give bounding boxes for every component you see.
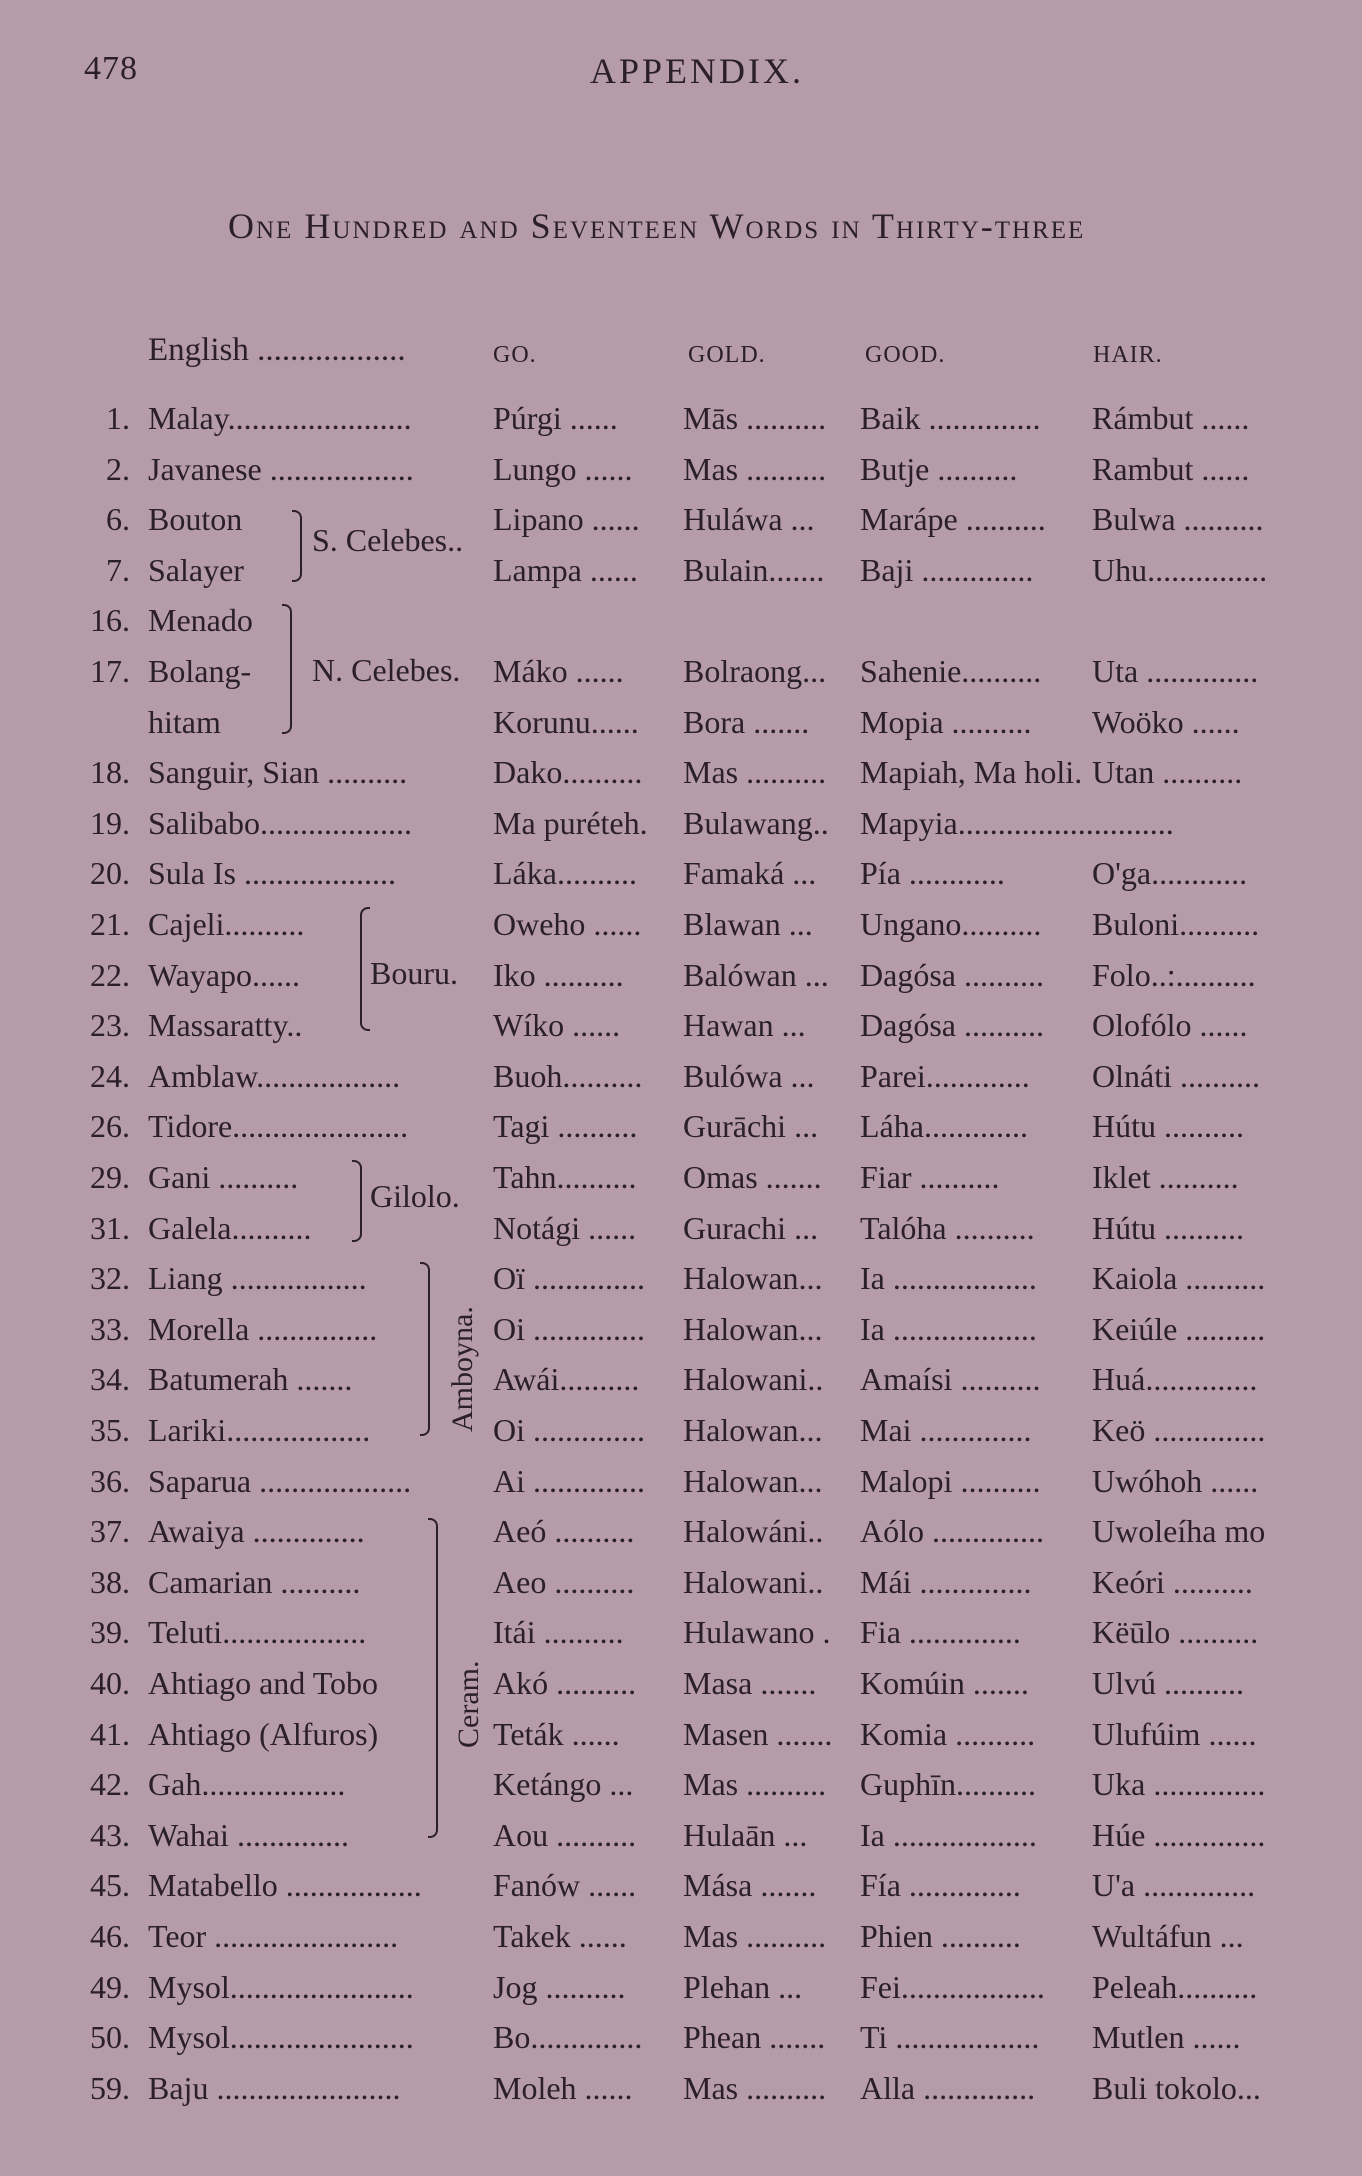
- word-hair: Buloni..........: [1092, 906, 1260, 942]
- row-number: 20.: [90, 855, 130, 892]
- word-gold: Huláwa ...: [683, 501, 815, 538]
- word-good: Butje ..........: [860, 450, 1018, 487]
- row-number: 18.: [90, 754, 130, 791]
- word-go: Buoh..........: [493, 1057, 643, 1094]
- word-gold: Halowan...: [683, 1260, 823, 1297]
- table-row: [0, 1210, 1362, 1260]
- row-number: 59.: [90, 2069, 130, 2106]
- table-row: [0, 1311, 1362, 1361]
- word-good: Fia ..............: [860, 1614, 1021, 1651]
- word-go: Oi ..............: [493, 1412, 645, 1448]
- word-gold: Mas ..........: [683, 754, 827, 791]
- word-good: Mapiah, Ma holi.: [860, 754, 1083, 791]
- word-gold: Gurachi ...: [683, 1209, 819, 1246]
- row-number: 50.: [90, 2019, 130, 2056]
- word-hair: Buli tokolo...: [1092, 2069, 1261, 2106]
- word-hair: Uwoleíha mo: [1092, 1513, 1266, 1550]
- word-good: Amaísi ..........: [860, 1361, 1041, 1398]
- header-hair: HAIR.: [1093, 342, 1163, 368]
- word-go: Awái..........: [493, 1361, 640, 1398]
- row-number: 6.: [106, 501, 130, 538]
- row-number: 2.: [106, 450, 130, 487]
- word-good: Malopi ..........: [860, 1462, 1041, 1499]
- word-hair: Rámbut ......: [1092, 400, 1250, 436]
- word-good: Fía ..............: [860, 1867, 1021, 1904]
- word-hair: Keóri ..........: [1092, 1563, 1253, 1600]
- header-gold: GOLD.: [688, 342, 766, 368]
- word-good: Phien ..........: [860, 1918, 1021, 1954]
- table-row: [0, 602, 1362, 652]
- word-good: Sahenie..........: [860, 653, 1042, 689]
- word-hair: Kaiola ..........: [1092, 1260, 1266, 1297]
- word-gold: Bora .......: [683, 703, 810, 740]
- word-good: Mopia ..........: [860, 703, 1032, 740]
- table-row: [0, 653, 1362, 703]
- language-name: Massaratty..: [148, 1007, 303, 1044]
- group-gilolo: Gilolo.: [370, 1178, 460, 1214]
- word-go: Aeó ..........: [493, 1513, 635, 1550]
- word-hair: Hútu ..........: [1092, 1108, 1244, 1145]
- word-go: Aeo ..........: [493, 1563, 635, 1600]
- language-name: Ahtiago (Alfuros): [148, 1715, 379, 1752]
- table-row: [0, 1412, 1362, 1462]
- group-amboyna: Amboyna.: [446, 1306, 479, 1432]
- language-name: Ahtiago and Tobo: [148, 1665, 379, 1701]
- word-good: Ti ..................: [860, 2019, 1040, 2056]
- row-number: 33.: [90, 1310, 130, 1347]
- row-number: 16.: [90, 602, 130, 639]
- word-gold: Mas ..........: [683, 1766, 827, 1803]
- language-name: Tidore......................: [148, 1108, 409, 1145]
- language-name: hitam: [148, 703, 221, 740]
- row-number: 49.: [90, 1968, 130, 2005]
- language-name: Salibabo...................: [148, 804, 412, 841]
- word-go: Púrgi ......: [493, 400, 618, 436]
- word-go: Bo..............: [493, 2019, 643, 2056]
- word-gold: Bolraong...: [683, 653, 827, 689]
- word-gold: Halowan...: [683, 1462, 823, 1499]
- table-row: [0, 1766, 1362, 1816]
- word-gold: Mása .......: [683, 1867, 817, 1904]
- word-good: Komia ..........: [860, 1715, 1036, 1752]
- row-number: 40.: [90, 1665, 130, 1701]
- language-name: Mysol.......................: [148, 1968, 414, 2005]
- word-gold: Mas ..........: [683, 2069, 827, 2106]
- language-name: Amblaw..................: [148, 1057, 401, 1094]
- row-number: 31.: [90, 1209, 130, 1246]
- word-good: Baik ..............: [860, 400, 1041, 436]
- word-gold: Halowáni..: [683, 1513, 824, 1550]
- word-good: Pía ............: [860, 855, 1005, 892]
- row-number: 36.: [90, 1462, 130, 1499]
- table-row: [0, 1058, 1362, 1108]
- table-row: [0, 957, 1362, 1007]
- word-hair: Peleah..........: [1092, 1968, 1258, 2005]
- brace-s-celebes: [292, 510, 302, 582]
- row-number: 29.: [90, 1159, 130, 1195]
- word-gold: Omas .......: [683, 1159, 822, 1195]
- word-hair: U'a ..............: [1092, 1867, 1256, 1904]
- row-number: 17.: [90, 653, 130, 689]
- word-go: Korunu......: [493, 703, 639, 740]
- table-row: [0, 1361, 1362, 1411]
- word-gold: Plehan ...: [683, 1968, 803, 2005]
- group-ceram: Ceram.: [452, 1660, 485, 1748]
- brace-ceram: [428, 1518, 438, 1838]
- word-good: Aólo ..............: [860, 1513, 1044, 1550]
- row-number: 45.: [90, 1867, 130, 1904]
- word-gold: Hulaān ...: [683, 1816, 808, 1853]
- word-hair: Utan ..........: [1092, 754, 1243, 791]
- table-row: [0, 451, 1362, 501]
- language-name: Liang .................: [148, 1260, 367, 1297]
- language-name: Galela..........: [148, 1209, 312, 1246]
- row-number: 7.: [106, 551, 130, 588]
- word-hair: Iklet ..........: [1092, 1159, 1239, 1195]
- word-gold: Hawan ...: [683, 1007, 806, 1044]
- language-name: Cajeli..........: [148, 906, 305, 942]
- word-hair: Keiúle ..........: [1092, 1310, 1266, 1347]
- word-gold: Mas ..........: [683, 1918, 827, 1954]
- table-row: [0, 1260, 1362, 1310]
- word-go: Oweho ......: [493, 906, 642, 942]
- word-go: Takek ......: [493, 1918, 627, 1954]
- word-good: Guphīn..........: [860, 1766, 1036, 1803]
- row-number: 26.: [90, 1108, 130, 1145]
- word-hair: Këūlo ..........: [1092, 1614, 1259, 1651]
- word-go: Máko ......: [493, 653, 624, 689]
- word-good: Alla ..............: [860, 2069, 1036, 2106]
- word-good: Komúin .......: [860, 1665, 1029, 1701]
- brace-amboyna: [420, 1262, 430, 1436]
- word-hair: Húe ..............: [1092, 1816, 1266, 1853]
- table-row: [0, 1007, 1362, 1057]
- table-row: [0, 855, 1362, 905]
- brace-gilolo: [352, 1160, 362, 1242]
- language-name: Javanese ..................: [148, 450, 414, 487]
- row-number: 24.: [90, 1057, 130, 1094]
- language-name: Sanguir, Sian ..........: [148, 754, 408, 791]
- word-gold: Blawan ...: [683, 906, 813, 942]
- word-go: Ketángo ...: [493, 1766, 634, 1803]
- word-gold: Masen .......: [683, 1715, 833, 1752]
- row-number: 23.: [90, 1007, 130, 1044]
- word-go: Iko ..........: [493, 956, 624, 993]
- word-good: Ia ..................: [860, 1816, 1037, 1853]
- word-hair: Olnáti ..........: [1092, 1057, 1260, 1094]
- word-hair: Ulufúim ......: [1092, 1715, 1257, 1752]
- group-n-celebes: N. Celebes.: [312, 652, 461, 688]
- table-row: [0, 1867, 1362, 1917]
- word-gold: Mās ..........: [683, 400, 827, 436]
- language-name: Awaiya ..............: [148, 1513, 365, 1550]
- word-go: Oi ..............: [493, 1310, 645, 1347]
- word-go: Lampa ......: [493, 551, 638, 588]
- page-number: 478: [84, 50, 138, 87]
- word-hair: Ulvú ..........: [1092, 1665, 1244, 1701]
- word-go: Teták ......: [493, 1715, 620, 1752]
- word-good: Dagósa ..........: [860, 1007, 1044, 1044]
- word-go: Dako..........: [493, 754, 643, 791]
- word-hair: Woöko ......: [1092, 703, 1240, 740]
- word-good: Dagósa ..........: [860, 956, 1044, 993]
- word-hair: Bulwa ..........: [1092, 501, 1264, 538]
- word-go: Itái ..........: [493, 1614, 624, 1651]
- table-row: [0, 1817, 1362, 1867]
- language-name: Teor .......................: [148, 1918, 399, 1954]
- word-good: Ia ..................: [860, 1260, 1037, 1297]
- language-name: Lariki..................: [148, 1412, 371, 1448]
- header-good: GOOD.: [865, 342, 946, 368]
- table-row: [0, 1463, 1362, 1513]
- word-gold: Halowan...: [683, 1310, 823, 1347]
- table-row: [0, 400, 1362, 450]
- word-go: Tahn..........: [493, 1159, 637, 1195]
- row-number: 32.: [90, 1260, 130, 1297]
- brace-bouru-left: [360, 907, 370, 1031]
- word-gold: Gurāchi ...: [683, 1108, 819, 1145]
- table-row: [0, 1159, 1362, 1209]
- table-row: [0, 754, 1362, 804]
- table-row: [0, 501, 1362, 551]
- row-number: 43.: [90, 1816, 130, 1853]
- row-number: 38.: [90, 1563, 130, 1600]
- word-gold: Masa .......: [683, 1665, 817, 1701]
- group-bouru: Bouru.: [370, 955, 458, 991]
- word-gold: Phean .......: [683, 2019, 826, 2056]
- row-number: 1.: [106, 400, 130, 436]
- table-row: [0, 1513, 1362, 1563]
- row-number: 41.: [90, 1715, 130, 1752]
- word-go: Aou ..........: [493, 1816, 637, 1853]
- language-name: Morella ...............: [148, 1310, 378, 1347]
- table-row: [0, 1564, 1362, 1614]
- language-name: Baju .......................: [148, 2069, 401, 2106]
- language-name: Gah..................: [148, 1766, 346, 1803]
- language-name: Wahai ..............: [148, 1816, 349, 1853]
- word-hair: Olofólo ......: [1092, 1007, 1248, 1044]
- word-gold: Bulain.......: [683, 551, 825, 588]
- word-good: Láha.............: [860, 1108, 1028, 1145]
- table-row: [0, 805, 1362, 855]
- table-row: [0, 1716, 1362, 1766]
- language-name: Gani ..........: [148, 1159, 299, 1195]
- word-go: Akó ..........: [493, 1665, 637, 1701]
- language-name: Malay.......................: [148, 400, 412, 436]
- language-name: Mysol.......................: [148, 2019, 414, 2056]
- table-row: [0, 1665, 1362, 1715]
- word-good: Mapyia...........................: [860, 804, 1174, 841]
- table-row: [0, 906, 1362, 956]
- word-good: Fiar ..........: [860, 1159, 1000, 1195]
- word-gold: Halowani..: [683, 1563, 824, 1600]
- table-row: [0, 1614, 1362, 1664]
- row-number: 42.: [90, 1766, 130, 1803]
- language-name: Matabello .................: [148, 1867, 422, 1904]
- word-hair: Uka ..............: [1092, 1766, 1266, 1803]
- word-hair: Uhu...............: [1092, 551, 1268, 588]
- word-gold: Halowani..: [683, 1361, 824, 1398]
- word-gold: Balówan ...: [683, 956, 829, 993]
- word-go: Lipano ......: [493, 501, 640, 538]
- table-title: One Hundred and Seventeen Words in Thirty-three: [228, 206, 1086, 246]
- row-number: 34.: [90, 1361, 130, 1398]
- word-go: Ma puréteh.: [493, 804, 648, 841]
- language-name: Wayapo......: [148, 956, 301, 993]
- table-row: [0, 704, 1362, 754]
- word-go: Láka..........: [493, 855, 637, 892]
- word-good: Ia ..................: [860, 1310, 1037, 1347]
- word-go: Tagi ..........: [493, 1108, 638, 1145]
- row-number: 22.: [90, 956, 130, 993]
- word-gold: Bulawang..: [683, 804, 829, 841]
- word-good: Fei..................: [860, 1968, 1045, 2005]
- word-gold: Bulówa ...: [683, 1057, 815, 1094]
- language-name: Bouton: [148, 501, 243, 538]
- header-go: GO.: [493, 342, 537, 368]
- word-gold: Halowan...: [683, 1412, 823, 1448]
- word-go: Ai ..............: [493, 1462, 645, 1499]
- language-name: Salayer: [148, 551, 244, 588]
- word-hair: Rambut ......: [1092, 450, 1250, 487]
- header-english: English ..................: [148, 332, 406, 368]
- word-go: Lungo ......: [493, 450, 633, 487]
- group-s-celebes: S. Celebes..: [312, 522, 464, 558]
- row-number: 21.: [90, 906, 130, 942]
- word-hair: Uta ..............: [1092, 653, 1259, 689]
- word-good: Marápe ..........: [860, 501, 1046, 538]
- language-name: Batumerah .......: [148, 1361, 353, 1398]
- row-number: 35.: [90, 1412, 130, 1448]
- word-go: Wíko ......: [493, 1007, 621, 1044]
- table-row: [0, 2070, 1362, 2120]
- word-good: Parei.............: [860, 1057, 1030, 1094]
- table-row: [0, 1108, 1362, 1158]
- word-go: Fanów ......: [493, 1867, 637, 1904]
- running-head: APPENDIX.: [590, 51, 805, 91]
- word-gold: Hulawano .: [683, 1614, 831, 1651]
- language-name: Camarian ..........: [148, 1563, 361, 1600]
- word-go: Notági ......: [493, 1209, 637, 1246]
- word-good: Baji ..............: [860, 551, 1034, 588]
- row-number: 19.: [90, 804, 130, 841]
- language-name: Menado: [148, 602, 253, 639]
- table-row: [0, 2019, 1362, 2069]
- word-go: Jog ..........: [493, 1968, 626, 2005]
- brace-n-celebes: [282, 604, 292, 734]
- word-good: Mái ..............: [860, 1563, 1032, 1600]
- word-go: Oï ..............: [493, 1260, 645, 1297]
- word-good: Talóha ..........: [860, 1209, 1035, 1246]
- language-name: Teluti..................: [148, 1614, 367, 1651]
- row-number: 37.: [90, 1513, 130, 1550]
- table-row: [0, 1969, 1362, 2019]
- word-go: Moleh ......: [493, 2069, 633, 2106]
- word-hair: Folo..:..........: [1092, 956, 1256, 993]
- word-hair: O'ga............: [1092, 855, 1248, 892]
- word-hair: Keö ..............: [1092, 1412, 1266, 1448]
- language-name: Bolang-: [148, 653, 252, 689]
- word-hair: Wultáfun ...: [1092, 1918, 1244, 1954]
- row-number: 46.: [90, 1918, 130, 1954]
- word-good: Mai ..............: [860, 1412, 1032, 1448]
- table-row: [0, 1918, 1362, 1968]
- row-number: 39.: [90, 1614, 130, 1651]
- word-hair: Uwóhoh ......: [1092, 1462, 1259, 1499]
- word-hair: Huá..............: [1092, 1361, 1258, 1398]
- word-hair: Mutlen ......: [1092, 2019, 1241, 2056]
- table-row: [0, 552, 1362, 602]
- word-good: Ungano..........: [860, 906, 1042, 942]
- language-name: Saparua ...................: [148, 1462, 412, 1499]
- word-gold: Mas ..........: [683, 450, 827, 487]
- word-gold: Famaká ...: [683, 855, 817, 892]
- word-hair: Hútu ..........: [1092, 1209, 1244, 1246]
- language-name: Sula Is ...................: [148, 855, 396, 892]
